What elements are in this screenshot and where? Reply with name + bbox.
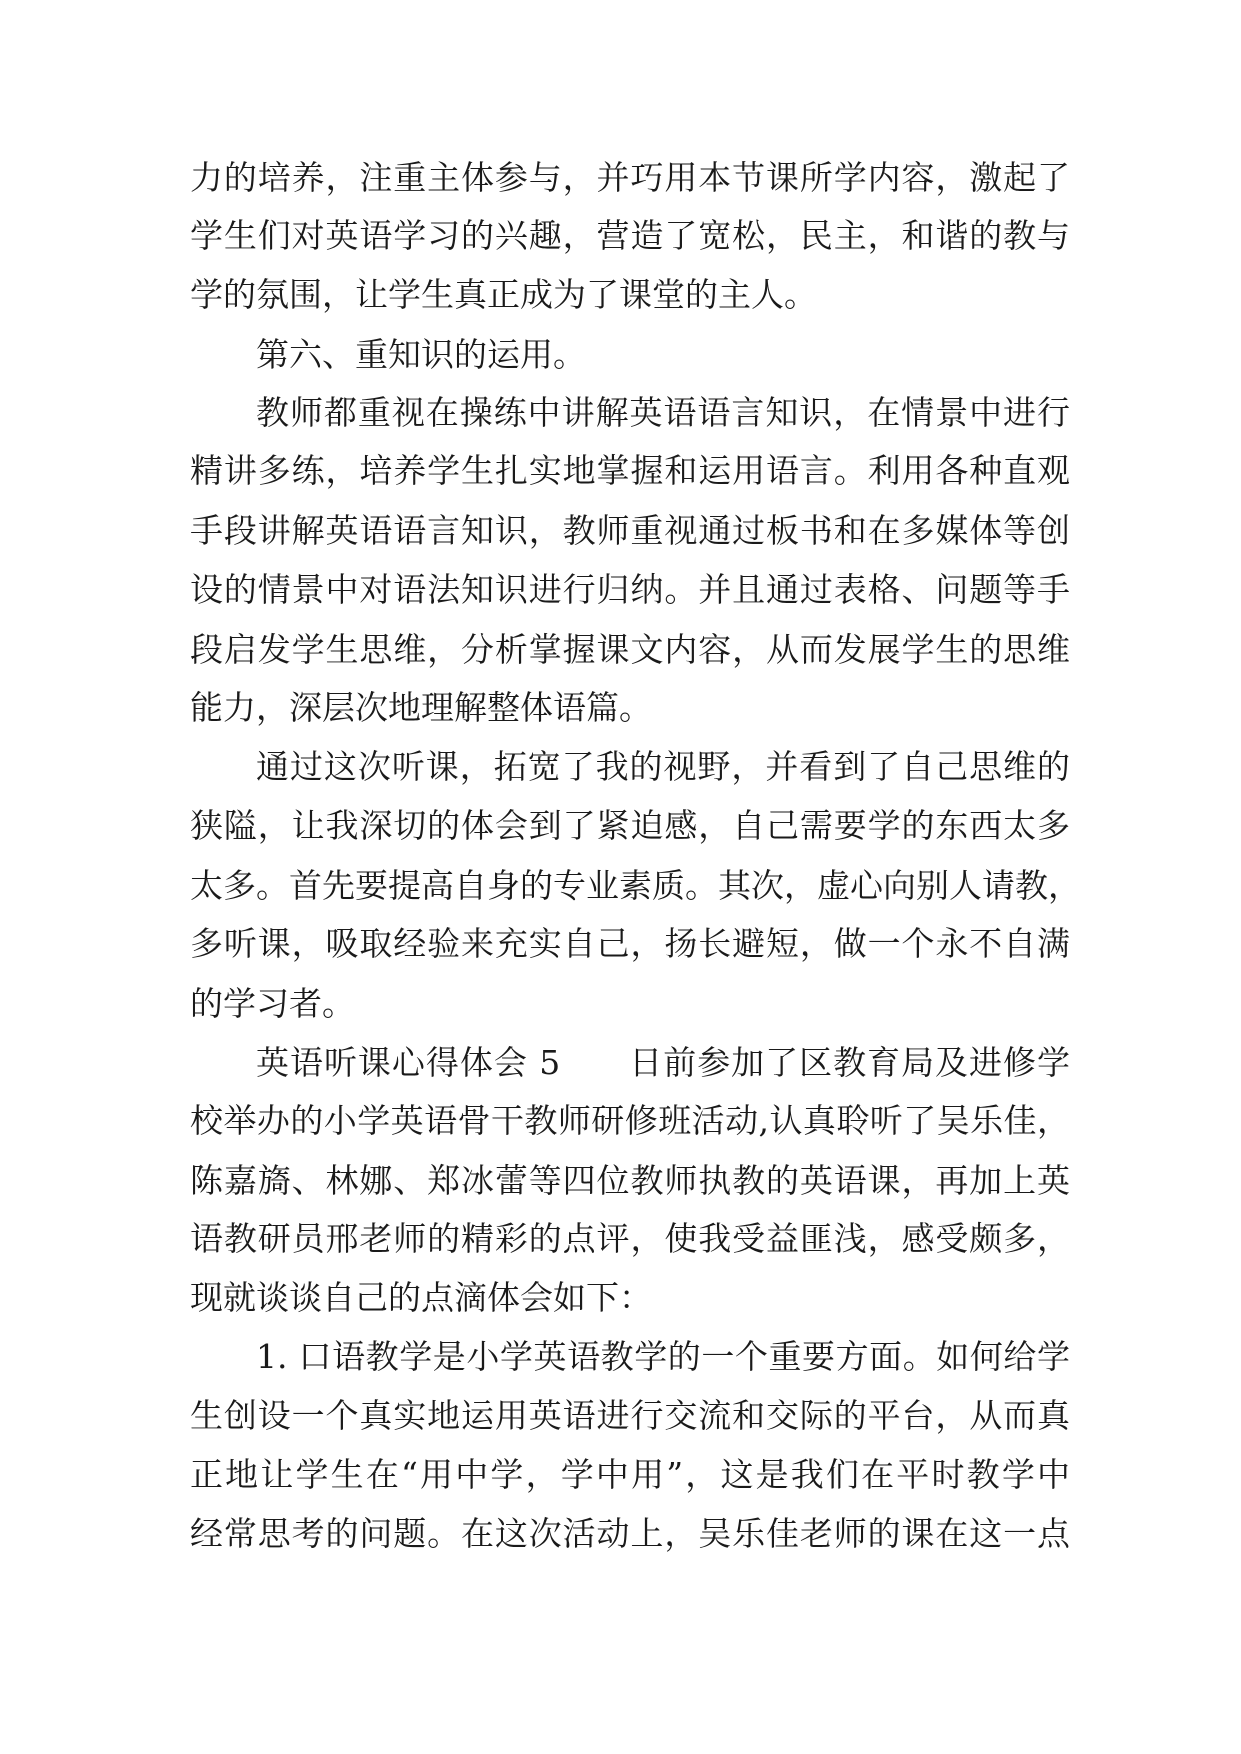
text-line: 段启发学生思维，分析掌握课文内容，从而发展学生的思维 — [190, 630, 1070, 669]
text-line: 英语听课心得体会 5 日前参加了区教育局及进修学 — [256, 1043, 1070, 1082]
text-line: 狭隘，让我深切的体会到了紧迫感，自己需要学的东西太多 — [190, 806, 1070, 845]
text-line: 手段讲解英语语言知识，教师重视通过板书和在多媒体等创 — [190, 511, 1070, 550]
text-line: 学生们对英语学习的兴趣，营造了宽松，民主，和谐的教与 — [190, 216, 1070, 255]
text-line: 的学习者。 — [190, 984, 355, 1023]
text-line: 现就谈谈自己的点滴体会如下： — [190, 1278, 652, 1317]
text-line: 教师都重视在操练中讲解英语语言知识，在情景中进行 — [256, 393, 1070, 432]
text-line: 语教研员邢老师的精彩的点评，使我受益匪浅，感受颇多， — [190, 1219, 1070, 1258]
text-line: 太多。首先要提高自身的专业素质。其次，虚心向别人请教， — [190, 866, 1081, 905]
section-heading: 第六、重知识的运用。 — [256, 335, 586, 374]
text-line: 经常思考的问题。在这次活动上，吴乐佳老师的课在这一点 — [190, 1514, 1070, 1553]
text-line: 生创设一个真实地运用英语进行交流和交际的平台，从而真 — [190, 1396, 1070, 1435]
text-line: 力的培养，注重主体参与，并巧用本节课所学内容，激起了 — [190, 158, 1070, 197]
text-line: 陈嘉旖、林娜、郑冰蕾等四位教师执教的英语课，再加上英 — [190, 1161, 1070, 1200]
text-line: 正地让学生在“用中学，学中用”，这是我们在平时教学中 — [190, 1455, 1070, 1494]
text-line: 校举办的小学英语骨干教师研修班活动,认真聆听了吴乐佳， — [190, 1101, 1070, 1140]
text-line: 精讲多练，培养学生扎实地掌握和运用语言。利用各种直观 — [190, 451, 1070, 490]
text-line: 能力，深层次地理解整体语篇。 — [190, 688, 652, 727]
text-line: 学的氛围，让学生真正成为了课堂的主人。 — [190, 275, 817, 314]
text-line: 通过这次听课，拓宽了我的视野，并看到了自己思维的 — [256, 747, 1070, 786]
text-line: 1. 口语教学是小学英语教学的一个重要方面。如何给学 — [256, 1337, 1070, 1376]
text-line: 多听课，吸取经验来充实自己，扬长避短，做一个永不自满 — [190, 924, 1070, 963]
text-line: 设的情景中对语法知识进行归纳。并且通过表格、问题等手 — [190, 570, 1070, 609]
